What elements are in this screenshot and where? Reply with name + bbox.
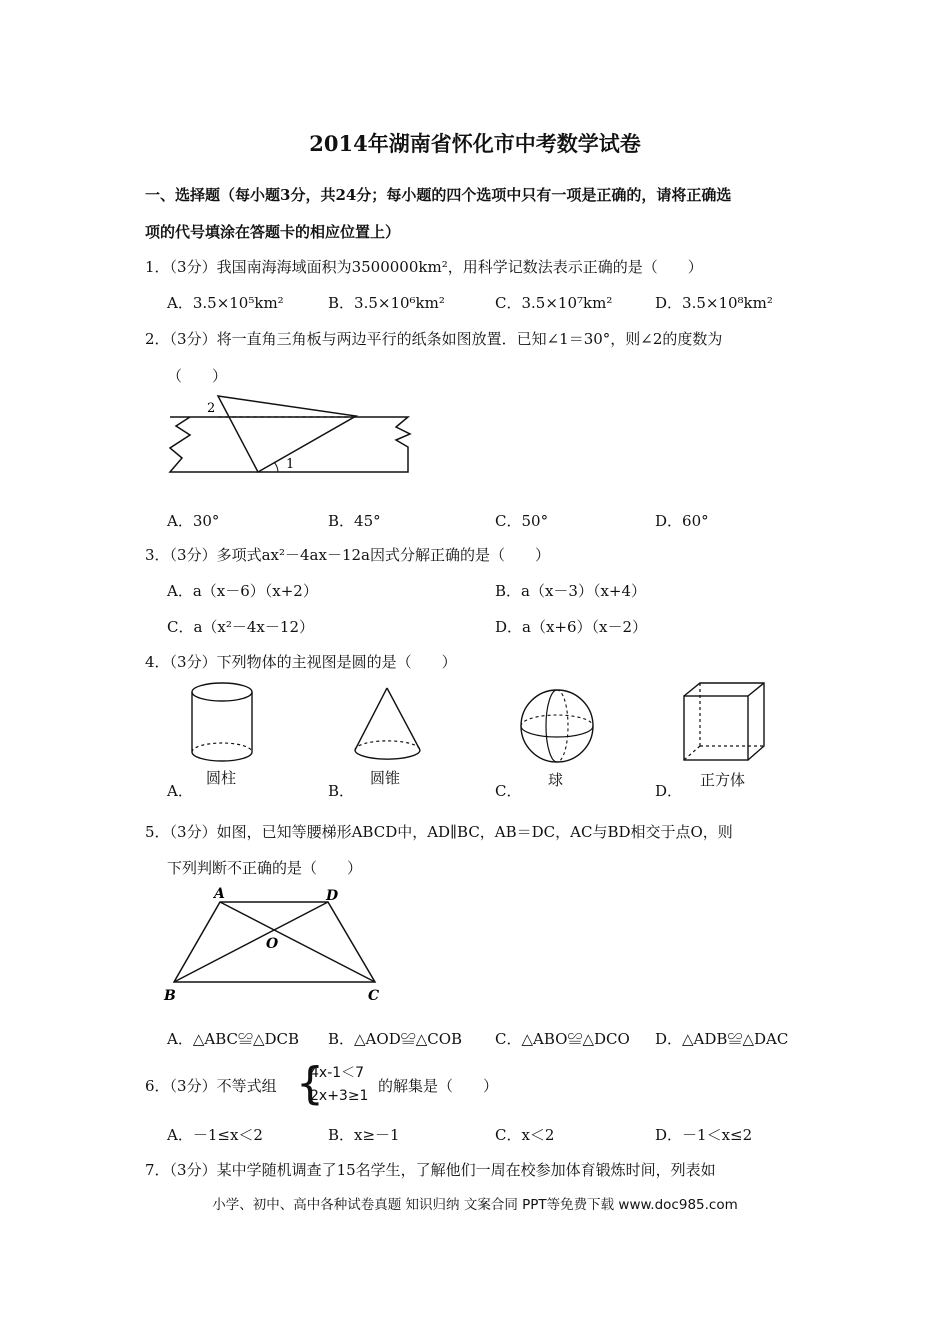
q3-option-c: C．a（x²－4x－12） (167, 618, 314, 636)
point-o-label: O (266, 936, 279, 952)
q4-option-b: B． (328, 782, 355, 800)
q5-option-b: B．△AOD≌△COB (328, 1030, 463, 1048)
q2-option-b: B．45° (328, 512, 381, 530)
q1-option-c: C．3.5×10⁷km² (495, 294, 613, 312)
q4-label-cylinder: 圆柱 (206, 769, 237, 787)
vertex-a-label: A (214, 886, 225, 902)
q4-label-cube: 正方体 (700, 771, 746, 789)
angle-1-label: 1 (286, 457, 295, 472)
q7-stem: 7．（3分）某中学随机调查了15名学生，了解他们一周在校参加体育锻炼时间，列表如 (145, 1161, 716, 1179)
q6-option-a: A．－1≤x＜2 (167, 1126, 263, 1144)
q1-option-d: D．3.5×10⁸km² (655, 294, 773, 312)
page-title: 2014年湖南省怀化市中考数学试卷 (309, 131, 641, 156)
q4-label-cone: 圆锥 (370, 769, 401, 787)
q5-option-a: A．△ABC≌△DCB (167, 1030, 300, 1048)
q2-option-c: C．50° (495, 512, 549, 530)
section-heading-line2: 项的代号填涂在答题卡的相应位置上） (145, 223, 401, 241)
q3-option-a: A．a（x－6）（x+2） (167, 582, 318, 600)
cube-icon (680, 680, 770, 768)
q6-inequality-1: 4x-1＜7 (310, 1065, 365, 1081)
q4-option-d: D． (655, 782, 683, 800)
q4-option-a: A． (167, 782, 193, 800)
cone-icon (350, 684, 426, 770)
brace-icon: { (296, 1058, 324, 1109)
vertex-d-label: D (326, 888, 339, 904)
q2-option-d: D．60° (655, 512, 709, 530)
q4-option-c: C． (495, 782, 522, 800)
q5-figure-trapezoid (160, 884, 390, 1006)
q2-stem-line1: 2．（3分）将一直角三角板与两边平行的纸条如图放置．已知∠1＝30°，则∠2的度数为 (145, 330, 723, 348)
q5-option-d: D．△ADB≌△DAC (655, 1030, 789, 1048)
q1-option-b: B．3.5×10⁶km² (328, 294, 445, 312)
page-footer: 小学、初中、高中各种试卷真题 知识归纳 文案合同 PPT等免费下载 www.doc985.com (212, 1197, 738, 1213)
q3-option-d: D．a（x+6）（x－2） (495, 618, 648, 636)
cylinder-icon (188, 680, 258, 770)
q3-stem: 3．（3分）多项式ax²－4ax－12a因式分解正确的是（ ） (145, 546, 550, 564)
q1-option-a: A．3.5×10⁵km² (167, 294, 284, 312)
vertex-c-label: C (368, 988, 380, 1004)
q2-stem-line2: （ ） (167, 367, 228, 385)
vertex-b-label: B (164, 988, 176, 1004)
sphere-icon (517, 686, 597, 766)
q6-option-c: C．x＜2 (495, 1126, 555, 1144)
angle-2-label: 2 (207, 401, 216, 416)
section-heading-line1: 一、选择题（每小题3分，共24分；每小题的四个选项中只有一项是正确的，请将正确选 (145, 186, 732, 204)
q5-option-c: C．△ABO≌△DCO (495, 1030, 630, 1048)
q4-label-sphere: 球 (548, 771, 564, 789)
q4-stem: 4．（3分）下列物体的主视图是圆的是（ ） (145, 653, 457, 671)
q6-stem-pre: 6．（3分）不等式组 (145, 1077, 277, 1095)
q3-option-b: B．a（x－3）（x+4） (495, 582, 647, 600)
q2-option-a: A．30° (167, 512, 220, 530)
q6-inequality-2: 2x+3≥1 (310, 1088, 369, 1104)
q1-stem: 1．（3分）我国南海海域面积为3500000km²，用科学记数法表示正确的是（ ） (145, 258, 703, 276)
q6-option-d: D．－1＜x≤2 (655, 1126, 753, 1144)
q6-stem-post: 的解集是（ ） (378, 1077, 499, 1095)
q6-option-b: B．x≥－1 (328, 1126, 400, 1144)
q2-figure-triangle-strip (160, 390, 420, 480)
q5-stem-line1: 5．（3分）如图，已知等腰梯形ABCD中，AD∥BC，AB＝DC，AC与BD相交于点O，则 (145, 823, 733, 841)
q5-stem-line2: 下列判断不正确的是（ ） (167, 859, 363, 877)
